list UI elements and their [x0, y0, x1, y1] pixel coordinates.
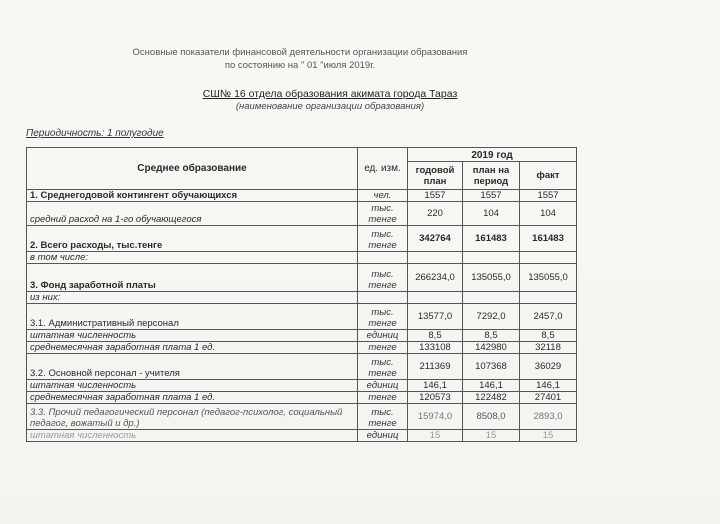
- row-unit: тыс. тенге: [358, 264, 408, 292]
- row-annual: 133108: [408, 342, 463, 354]
- row-label: 3.1. Административный персонал: [27, 304, 358, 330]
- row-period: 8,5: [463, 330, 520, 342]
- row-fact: 15: [520, 430, 577, 442]
- row-annual: 13577,0: [408, 304, 463, 330]
- row-unit: единиц: [358, 330, 408, 342]
- row-fact: 2893,0: [520, 404, 577, 430]
- table-row: [27, 264, 577, 292]
- table-row: [27, 226, 577, 252]
- row-label: из них:: [27, 292, 358, 304]
- report-date: по состоянию на " 01 "июля 2019г.: [224, 60, 376, 71]
- row-unit: тыс. тенге: [358, 226, 408, 252]
- header-fact: факт: [520, 162, 577, 190]
- row-fact: 161483: [520, 226, 577, 252]
- header-annual-plan: годовой план: [408, 162, 463, 190]
- row-period: 1557: [463, 190, 520, 202]
- periodicity-label: Периодичность: 1 полугодие: [26, 128, 164, 139]
- table-row: [27, 354, 577, 380]
- row-annual: 266234,0: [408, 264, 463, 292]
- row-fact: 36029: [520, 354, 577, 380]
- table-row: [27, 190, 577, 202]
- table-row: [27, 330, 577, 342]
- row-annual: [408, 252, 463, 264]
- row-fact: 135055,0: [520, 264, 577, 292]
- header-period-plan: план на период: [463, 162, 520, 190]
- organization-caption: (наименование организации образования): [235, 101, 425, 112]
- row-fact: [520, 292, 577, 304]
- row-period: [463, 292, 520, 304]
- table-row: [27, 430, 577, 442]
- row-fact: 1557: [520, 190, 577, 202]
- row-label: 3.3. Прочий педагогический персонал (педагог-психолог, социальный педагог, вожатый и др.): [27, 404, 358, 430]
- row-unit: тенге: [358, 342, 408, 354]
- row-label: среднемесячная заработная плата 1 ед.: [27, 342, 358, 354]
- row-fact: 27401: [520, 392, 577, 404]
- row-period: [463, 252, 520, 264]
- row-period: 135055,0: [463, 264, 520, 292]
- row-annual: 8,5: [408, 330, 463, 342]
- row-period: 7292,0: [463, 304, 520, 330]
- row-period: 161483: [463, 226, 520, 252]
- table-row: [27, 304, 577, 330]
- row-period: 104: [463, 202, 520, 226]
- row-label: штатная численность: [27, 380, 358, 392]
- row-fact: 2457,0: [520, 304, 577, 330]
- row-label: 3. Фонд заработной платы: [27, 264, 358, 292]
- row-unit: тыс. тенге: [358, 404, 408, 430]
- row-period: 107368: [463, 354, 520, 380]
- row-annual: 220: [408, 202, 463, 226]
- row-fact: 32118: [520, 342, 577, 354]
- row-label: в том числе:: [27, 252, 358, 264]
- financial-table: [26, 147, 577, 442]
- row-label: штатная численность: [27, 330, 358, 342]
- row-annual: 146,1: [408, 380, 463, 392]
- organization-name: СШ№ 16 отдела образования акимата города Тараз: [202, 88, 458, 100]
- table-row: [27, 392, 577, 404]
- row-label: штатная численность: [27, 430, 358, 442]
- report-header: [0, 46, 600, 72]
- row-period: 15: [463, 430, 520, 442]
- row-annual: 15974,0: [408, 404, 463, 430]
- row-annual: 211369: [408, 354, 463, 380]
- row-annual: 15: [408, 430, 463, 442]
- row-fact: [520, 252, 577, 264]
- row-fact: 146,1: [520, 380, 577, 392]
- table-row: [27, 404, 577, 430]
- row-label: 3.2. Основной персонал - учителя: [27, 354, 358, 380]
- row-unit: чел.: [358, 190, 408, 202]
- table-row: [27, 202, 577, 226]
- row-label: средний расход на 1-го обучающегося: [27, 202, 358, 226]
- row-unit: [358, 252, 408, 264]
- table-row: [27, 292, 577, 304]
- row-label: 1. Среднегодовой контингент обучающихся: [27, 190, 358, 202]
- header-unit: ед. изм.: [358, 148, 408, 190]
- row-unit: [358, 292, 408, 304]
- header-main: Среднее образование: [27, 148, 358, 190]
- table-row: [27, 252, 577, 264]
- row-fact: 104: [520, 202, 577, 226]
- row-annual: 1557: [408, 190, 463, 202]
- header-year: 2019 год: [408, 148, 577, 162]
- row-period: 146,1: [463, 380, 520, 392]
- row-unit: тыс. тенге: [358, 202, 408, 226]
- row-period: 122482: [463, 392, 520, 404]
- row-unit: тыс. тенге: [358, 354, 408, 380]
- row-unit: тенге: [358, 392, 408, 404]
- row-annual: [408, 292, 463, 304]
- row-unit: единиц: [358, 380, 408, 392]
- organization-block: [130, 88, 530, 112]
- row-fact: 8,5: [520, 330, 577, 342]
- row-annual: 342764: [408, 226, 463, 252]
- table-row: [27, 342, 577, 354]
- row-period: 142980: [463, 342, 520, 354]
- row-label: среднемесячная заработная плата 1 ед.: [27, 392, 358, 404]
- row-annual: 120573: [408, 392, 463, 404]
- row-period: 8508,0: [463, 404, 520, 430]
- table-row: [27, 380, 577, 392]
- report-title: Основные показатели финансовой деятельности организации образования: [132, 47, 468, 58]
- row-label: 2. Всего расходы, тыс.тенге: [27, 226, 358, 252]
- row-unit: тыс. тенге: [358, 304, 408, 330]
- row-unit: единиц: [358, 430, 408, 442]
